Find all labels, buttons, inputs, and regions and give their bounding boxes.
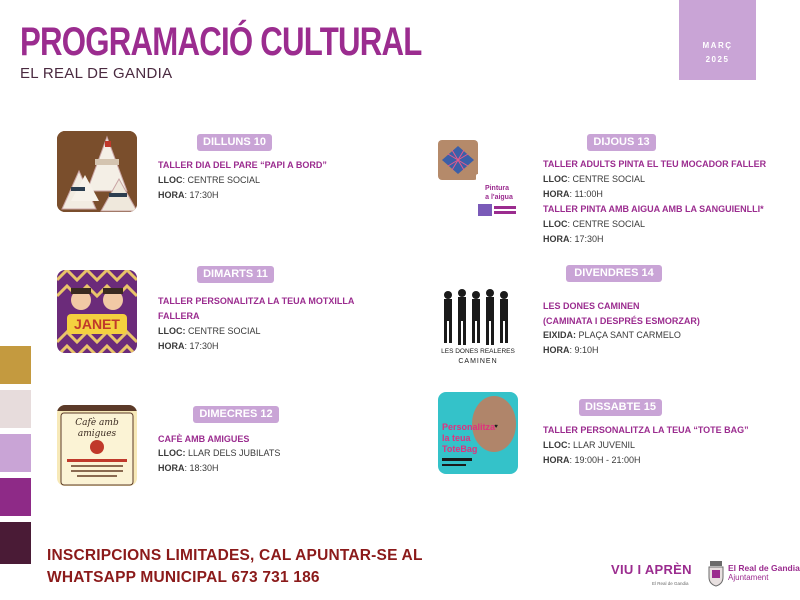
- coat-of-arms-icon: [707, 561, 725, 587]
- event-image-pintura-aigua: [476, 174, 518, 218]
- page-title: PROGRAMACIÓ CULTURAL: [20, 20, 422, 64]
- viu-i-apren-logo: VIU I APRÈN: [611, 562, 692, 577]
- event-title: TALLER PERSONALITZA LA TEUA MOTXILLA: [158, 296, 355, 306]
- month-label: MARÇ: [702, 41, 733, 50]
- event-title-cont: (CAMINATA I DESPRÉS ESMORZAR): [543, 316, 700, 326]
- event-location: LLOC: LLAR JUVENIL: [543, 440, 636, 450]
- page-subtitle: EL REAL DE GANDIA: [20, 65, 173, 82]
- ajuntament-logo-label: Ajuntament: [728, 573, 769, 582]
- color-swatch-plum: [0, 522, 31, 564]
- event-image-dones-caminen: [438, 285, 518, 367]
- day-label-divendres: DIVENDRES 14: [566, 265, 662, 282]
- image-caption-2: la teua: [442, 433, 471, 443]
- image-caption-2: amigues: [77, 429, 117, 439]
- color-swatch-gold: [0, 346, 31, 384]
- image-caption: Pintura: [484, 185, 510, 192]
- image-caption: JANET: [74, 316, 120, 332]
- svg-text:♥: ♥: [494, 424, 498, 430]
- event-time: HORA: 19:00H - 21:00H: [543, 455, 641, 465]
- event-image-mocador: [438, 140, 478, 180]
- viu-i-apren-subtitle: El Real de Gandia: [652, 581, 689, 586]
- day-label-dissabte: DISSABTE 15: [579, 399, 662, 416]
- image-caption: Cafè amb: [75, 418, 119, 428]
- event-time: HORA: 11:00H: [543, 189, 603, 199]
- event-title: LES DONES CAMINEN: [543, 301, 640, 311]
- event-title-2: TALLER PINTA AMB AIGUA AMB LA SANGUIENLLI*: [543, 204, 764, 214]
- event-title: TALLER DIA DEL PARE “PAPI A BORD”: [158, 160, 327, 170]
- image-caption-2: a l'aigua: [485, 194, 513, 201]
- event-image-papi-a-bord: [57, 131, 137, 212]
- event-image-motxilla: [57, 270, 137, 353]
- color-swatch-purple: [0, 478, 31, 516]
- event-title: TALLER ADULTS PINTA EL TEU MOCADOR FALLER: [543, 159, 767, 169]
- event-location: LLOC: CENTRE SOCIAL: [158, 175, 261, 185]
- event-title: CAFÈ AMB AMIGUES: [158, 434, 250, 444]
- event-time: HORA: 18:30H: [158, 463, 219, 473]
- image-caption-2: CAMINEN: [458, 358, 498, 365]
- event-image-cafe-amigues: [57, 405, 137, 486]
- image-caption: LES DONES REALERES: [441, 348, 515, 355]
- event-location-2: LLOC: CENTRE SOCIAL: [543, 219, 646, 229]
- event-location: EIXIDA: PLAÇA SANT CARMELO: [543, 330, 681, 340]
- day-label-dimarts: DIMARTS 11: [197, 266, 274, 283]
- event-image-tote-bag: [438, 392, 518, 474]
- color-swatch-pink: [0, 390, 31, 428]
- event-location: LLOC: LLAR DELS JUBILATS: [158, 448, 281, 458]
- footer-note-line2: WHATSAPP MUNICIPAL 673 731 186: [47, 569, 320, 586]
- event-title: TALLER PERSONALITZA LA TEUA “TOTE BAG”: [543, 425, 749, 435]
- image-caption: Personalitza: [442, 422, 496, 432]
- ajuntament-logo-name: El Real de Gandia: [728, 563, 800, 573]
- event-title-cont: FALLERA: [158, 311, 200, 321]
- day-label-dilluns: DILLUNS 10: [197, 134, 272, 151]
- year-label: 2025: [705, 55, 730, 64]
- event-time: HORA: 17:30H: [158, 341, 219, 351]
- event-time-2: HORA: 17:30H: [543, 234, 604, 244]
- image-caption-3: ToteBag: [442, 444, 478, 454]
- day-label-dimecres: DIMECRES 12: [193, 406, 279, 423]
- event-time: HORA: 17:30H: [158, 190, 219, 200]
- event-time: HORA: 9:10H: [543, 345, 599, 355]
- event-location: LLOC: CENTRE SOCIAL: [543, 174, 646, 184]
- event-location: LLOC: CENTRE SOCIAL: [158, 326, 261, 336]
- day-label-dijous: DIJOUS 13: [587, 134, 656, 151]
- footer-note-line1: INSCRIPCIONS LIMITADES, CAL APUNTAR-SE AL: [47, 547, 423, 564]
- date-badge: [679, 0, 756, 80]
- color-swatch-lilac: [0, 434, 31, 472]
